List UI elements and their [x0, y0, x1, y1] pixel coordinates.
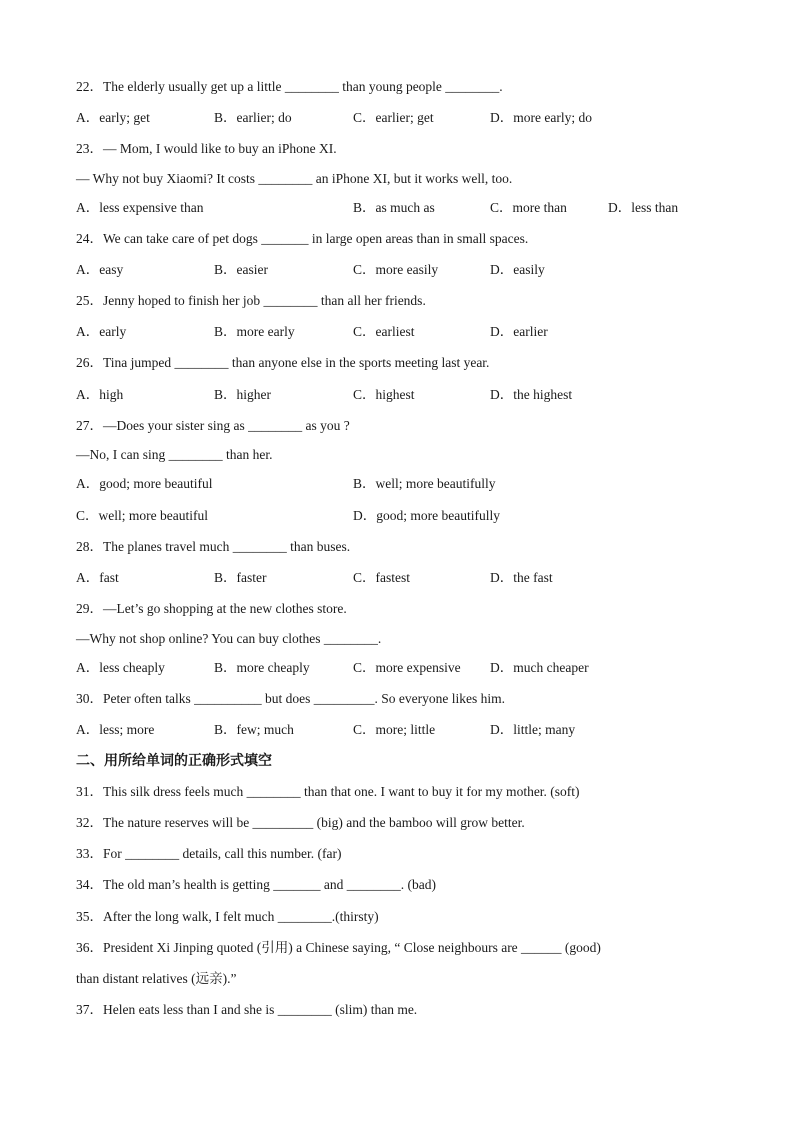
question-30-option-a: A．less; more [76, 722, 155, 737]
question-23-option-b: B．as much as [353, 200, 435, 215]
question-25-option-d: D．earlier [490, 324, 548, 339]
question-29-option-d: D．much cheaper [490, 660, 589, 675]
question-29-stem-2: —Why not shop online? You can buy clothes ________. [76, 631, 382, 646]
question-28-option-b: B．faster [214, 570, 267, 585]
question-33: 33．For ________ details, call this number. (far) [76, 846, 342, 861]
question-23-stem: 23．— Mom, I would like to buy an iPhone XI. [76, 141, 337, 156]
question-28-option-c: C．fastest [353, 570, 410, 585]
question-22-option-c: C．earlier; get [353, 110, 434, 125]
question-22-option-b: B．earlier; do [214, 110, 292, 125]
question-37: 37．Helen eats less than I and she is ________ (slim) than me. [76, 1002, 418, 1017]
question-30-stem: 30．Peter often talks __________ but does _________. So everyone likes him. [76, 691, 505, 706]
question-26-option-a: A．high [76, 387, 124, 402]
question-29-option-c: C．more expensive [353, 660, 461, 675]
question-32: 32．The nature reserves will be _________ (big) and the bamboo will grow better. [76, 815, 525, 830]
question-26-option-b: B．higher [214, 387, 271, 402]
question-27-option-b: B．well; more beautifully [353, 476, 496, 491]
question-30-option-b: B．few; much [214, 722, 294, 737]
question-23-option-d: D．less than [608, 200, 679, 215]
question-24-option-c: C．more easily [353, 262, 439, 277]
question-25-option-a: A．early [76, 324, 127, 339]
question-35: 35．After the long walk, I felt much ________.(thirsty) [76, 909, 379, 924]
question-23-option-a: A．less expensive than [76, 200, 204, 215]
question-24-option-a: A．easy [76, 262, 124, 277]
question-23-option-c: C．more than [490, 200, 567, 215]
question-31: 31．This silk dress feels much ________ than that one. I want to buy it for my mother. (soft) [76, 784, 580, 799]
question-30-option-c: C．more; little [353, 722, 436, 737]
question-30-option-d: D．little; many [490, 722, 576, 737]
question-25-option-b: B．more early [214, 324, 295, 339]
question-25-stem: 25．Jenny hoped to finish her job ________ than all her friends. [76, 293, 426, 308]
question-27-option-a: A．good; more beautiful [76, 476, 213, 491]
question-28-stem: 28．The planes travel much ________ than buses. [76, 539, 351, 554]
question-26-option-d: D．the highest [490, 387, 573, 402]
question-27-option-c: C．well; more beautiful [76, 508, 208, 523]
question-25-option-c: C．earliest [353, 324, 415, 339]
question-27-stem-2: —No, I can sing ________ than her. [76, 447, 273, 462]
question-24-option-d: D．easily [490, 262, 545, 277]
question-22-stem: 22．The elderly usually get up a little ________ than young people ________. [76, 79, 503, 94]
question-22-option-d: D．more early; do [490, 110, 592, 125]
question-26-option-c: C．highest [353, 387, 415, 402]
section-2-heading: 二、用所给单词的正确形式填空 [76, 753, 272, 769]
question-27-stem: 27．—Does your sister sing as ________ as you ? [76, 418, 350, 433]
question-28-option-d: D．the fast [490, 570, 553, 585]
question-24-stem: 24．We can take care of pet dogs _______ in large open areas than in small spaces. [76, 231, 529, 246]
question-26-stem: 26．Tina jumped ________ than anyone else in the sports meeting last year. [76, 355, 490, 370]
question-34: 34．The old man’s health is getting _______ and ________. (bad) [76, 877, 436, 892]
question-24-option-b: B．easier [214, 262, 268, 277]
question-28-option-a: A．fast [76, 570, 119, 585]
question-29-option-a: A．less cheaply [76, 660, 165, 675]
question-29-stem: 29．—Let’s go shopping at the new clothes store. [76, 601, 347, 616]
question-29-option-b: B．more cheaply [214, 660, 310, 675]
question-23-stem-2: — Why not buy Xiaomi? It costs ________ an iPhone XI, but it works well, too. [76, 171, 513, 186]
question-27-option-d: D．good; more beautifully [353, 508, 500, 523]
question-36: 36．President Xi Jinping quoted (引用) a Chinese saying, “ Close neighbours are ______ (good) [76, 940, 601, 955]
question-22-option-a: A．early; get [76, 110, 150, 125]
question-36-continued: than distant relatives (远亲).” [76, 971, 237, 986]
